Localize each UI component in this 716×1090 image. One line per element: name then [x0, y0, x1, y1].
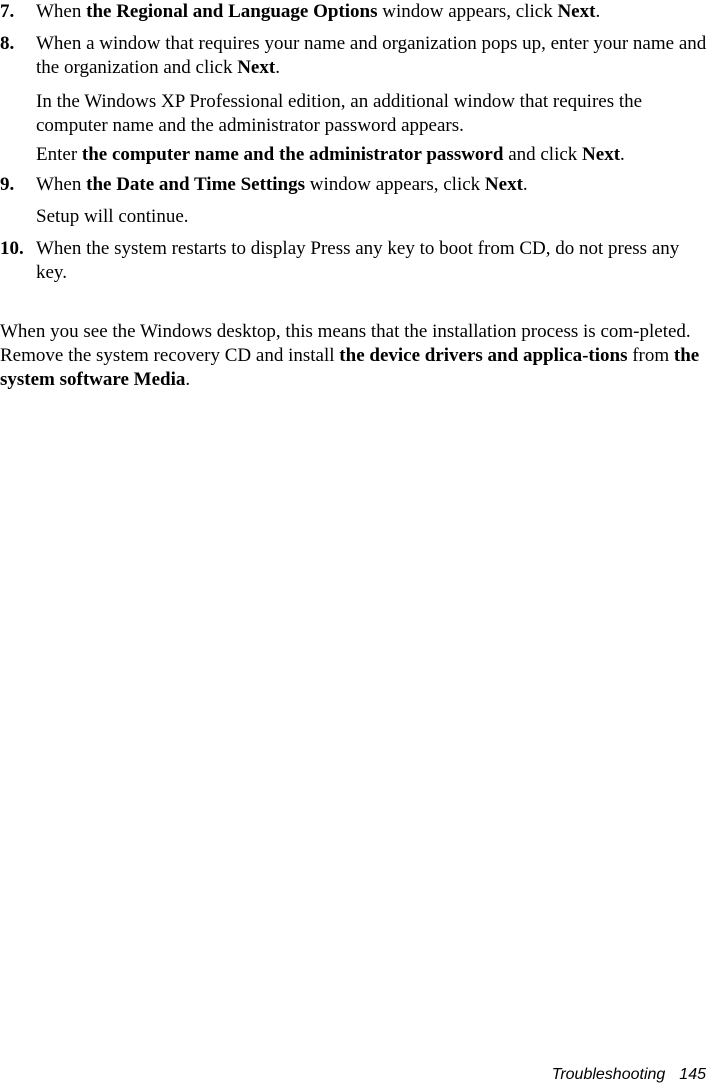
step-text: When a window that requires your name and organization pops up, enter your name and the organization and click Next.: [36, 33, 707, 78]
ui-term: Next: [557, 1, 596, 22]
step-9-note: Setup will continue.: [36, 206, 189, 227]
step-8: [0, 32, 712, 80]
page-footer: [552, 1065, 706, 1085]
step-8-note: In the Windows XP Professional edition, an additional window that requires the computer name and the administrator password appears.: [36, 91, 643, 136]
page-number: 145: [679, 1066, 706, 1083]
step-text: When the Date and Time Settings window appears, click Next.: [36, 174, 528, 195]
step-number: 8.: [0, 33, 15, 54]
step-number: 10.: [0, 238, 24, 259]
step-text: When the system restarts to display Press any key to boot from CD, do not press any key.: [36, 238, 680, 283]
ui-term: Next: [237, 57, 276, 78]
step-number: 9.: [0, 174, 15, 195]
step-number: 7.: [0, 1, 15, 22]
step-8-enter-note: Enter the computer name and the administrator password and click Next.: [36, 144, 625, 165]
ui-term: the Date and Time Settings: [86, 174, 305, 195]
ui-term: the Regional and Language Options: [86, 1, 378, 22]
footer-section-title: Troubleshooting: [551, 1066, 666, 1083]
ui-term: Next: [582, 144, 621, 165]
closing-paragraph: When you see the Windows desktop, this means that the installation process is com-pleted. Remove the system recovery CD and install the device drivers and applica-tions from the system software Media.: [0, 321, 700, 390]
step-7: [0, 0, 712, 24]
step-10: [0, 237, 712, 285]
emphasis-term: the device drivers and applica-tions: [339, 345, 628, 366]
ui-term: Next: [484, 174, 523, 195]
step-9: [0, 173, 712, 197]
emphasis-term: the system software Media: [0, 345, 700, 390]
step-text: When the Regional and Language Options window appears, click Next.: [36, 1, 601, 22]
ui-term: the computer name and the administrator password: [81, 144, 504, 165]
